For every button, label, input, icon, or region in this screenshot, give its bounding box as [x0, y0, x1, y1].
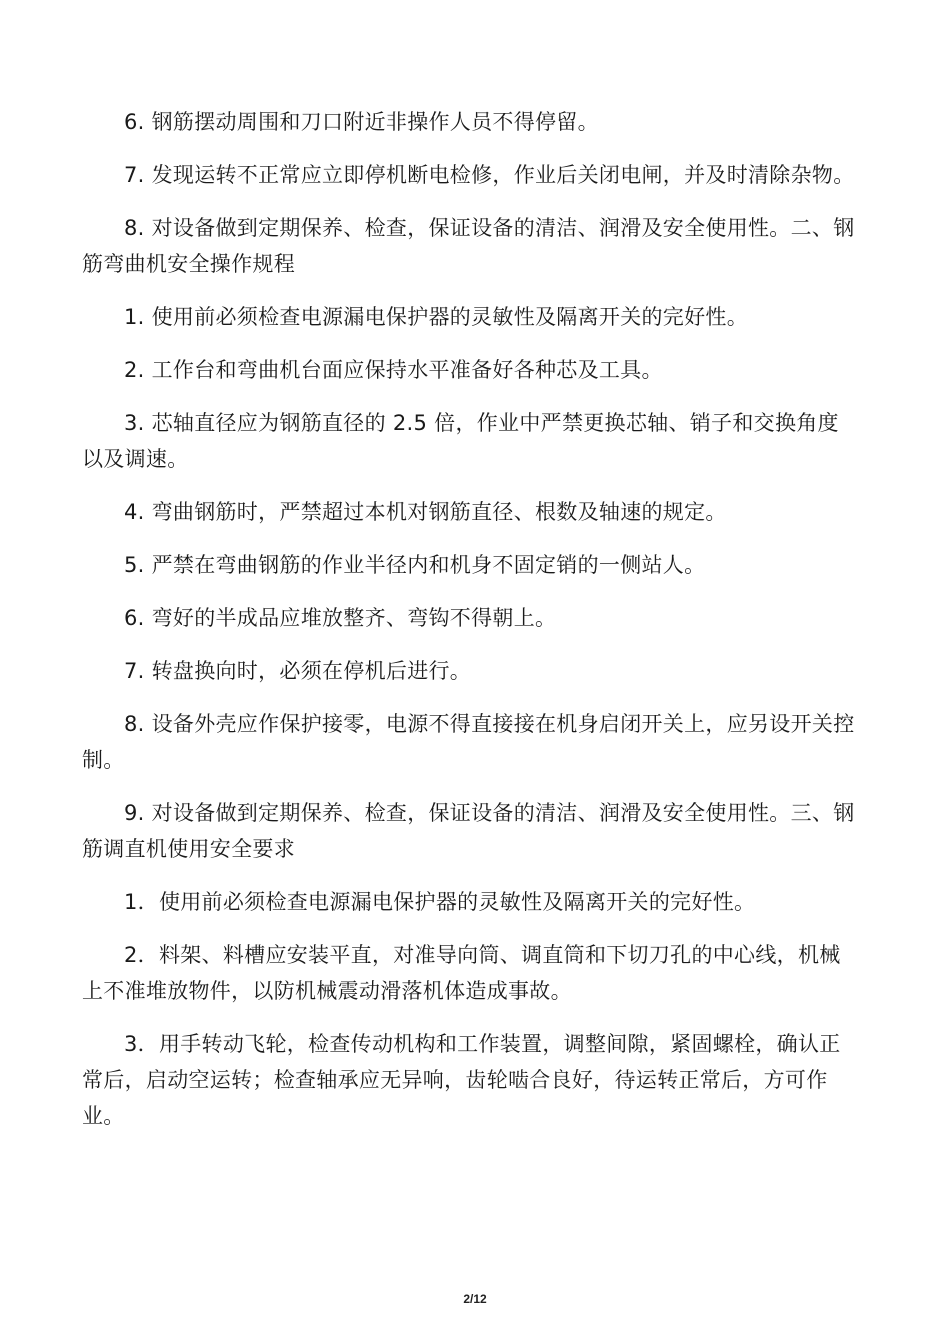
- paragraph: 3．用手转动飞轮，检查传动机构和工作装置，调整间隙，紧固螺栓，确认正常后，启动空运转；检查轴承应无异响，齿轮啮合良好，待运转正常后，方可作业。: [82, 1032, 841, 1128]
- paragraph: 6. 弯好的半成品应堆放整齐、弯钩不得朝上。: [124, 606, 557, 630]
- document-body: [82, 104, 858, 1151]
- paragraph: 9. 对设备做到定期保养、检查，保证设备的清洁、润滑及安全使用性。三、钢筋调直机使用安全要求: [82, 801, 855, 861]
- page-number: 2/12: [463, 1292, 487, 1306]
- paragraph: 4. 弯曲钢筋时，严禁超过本机对钢筋直径、根数及轴速的规定。: [124, 500, 727, 524]
- paragraph: 7. 发现运转不正常应立即停机断电检修，作业后关闭电闸，并及时清除杂物。: [124, 163, 855, 187]
- paragraph: 1. 使用前必须检查电源漏电保护器的灵敏性及隔离开关的完好性。: [124, 305, 749, 329]
- paragraph: 6. 钢筋摆动周围和刀口附近非操作人员不得停留。: [124, 110, 599, 134]
- paragraph: 8. 对设备做到定期保养、检查，保证设备的清洁、润滑及安全使用性。二、钢筋弯曲机安全操作规程: [82, 216, 855, 276]
- paragraph: 1．使用前必须检查电源漏电保护器的灵敏性及隔离开关的完好性。: [124, 890, 756, 914]
- paragraph: 2．料架、料槽应安装平直，对准导向筒、调直筒和下切刀孔的中心线，机械上不准堆放物件，以防机械震动滑落机体造成事故。: [82, 943, 841, 1003]
- paragraph: 2. 工作台和弯曲机台面应保持水平准备好各种芯及工具。: [124, 358, 663, 382]
- paragraph: 5. 严禁在弯曲钢筋的作业半径内和机身不固定销的一侧站人。: [124, 553, 706, 577]
- paragraph: 7. 转盘换向时，必须在停机后进行。: [124, 659, 472, 683]
- paragraph: 8. 设备外壳应作保护接零，电源不得直接接在机身启闭开关上，应另设开关控制。: [82, 712, 855, 772]
- paragraph: 3. 芯轴直径应为钢筋直径的 2.5 倍，作业中严禁更换芯轴、销子和交换角度以及调速。: [82, 411, 839, 471]
